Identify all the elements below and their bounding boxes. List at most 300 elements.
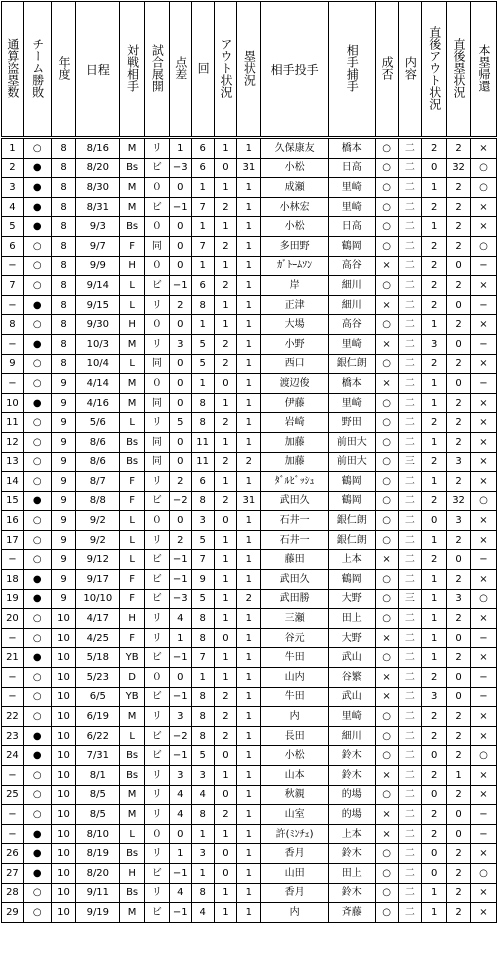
cell-opponent: Bs bbox=[120, 217, 145, 237]
cell-outs-after: 2 bbox=[422, 452, 447, 472]
cell-pitcher: 三瀬 bbox=[261, 609, 329, 629]
cell-inning: 1 bbox=[191, 863, 214, 883]
cell-date: 9/15 bbox=[76, 295, 120, 315]
cell-outs-after: 2 bbox=[422, 256, 447, 276]
cell-opponent: F bbox=[120, 628, 145, 648]
cell-outs: 1 bbox=[214, 668, 237, 688]
cell-steal-number: 29 bbox=[2, 903, 24, 923]
cell-success: ○ bbox=[375, 354, 398, 374]
cell-steal-number: 15 bbox=[2, 491, 24, 511]
table-row bbox=[2, 334, 497, 354]
cell-score-diff: 0 bbox=[169, 824, 191, 844]
header-team-result: チーム勝敗 bbox=[23, 2, 51, 138]
cell-content: 二 bbox=[398, 197, 422, 217]
cell-year: 9 bbox=[51, 452, 76, 472]
cell-steal-number: 11 bbox=[2, 413, 24, 433]
cell-outs: 1 bbox=[214, 256, 237, 276]
cell-pitcher: 内 bbox=[261, 903, 329, 923]
cell-bases: 2 bbox=[237, 589, 261, 609]
cell-score-diff: −1 bbox=[169, 746, 191, 766]
cell-date: 8/19 bbox=[76, 844, 120, 864]
cell-score-diff: −2 bbox=[169, 491, 191, 511]
cell-game-situation: ０ bbox=[145, 374, 170, 394]
cell-content: 二 bbox=[398, 236, 422, 256]
cell-bases-after: 2 bbox=[447, 648, 471, 668]
cell-catcher: 銀仁朗 bbox=[328, 511, 375, 531]
cell-success: ○ bbox=[375, 726, 398, 746]
cell-outs-after: 1 bbox=[422, 374, 447, 394]
header-date: 日程 bbox=[76, 2, 120, 138]
cell-outs: 2 bbox=[214, 354, 237, 374]
table-row bbox=[2, 668, 497, 688]
cell-success: ○ bbox=[375, 570, 398, 590]
cell-bases: 1 bbox=[237, 178, 261, 198]
header-row bbox=[2, 2, 497, 138]
cell-bases: 2 bbox=[237, 452, 261, 472]
cell-steal-number: 17 bbox=[2, 530, 24, 550]
cell-pitcher: 武田久 bbox=[261, 491, 329, 511]
cell-team-result: ○ bbox=[23, 883, 51, 903]
cell-catcher: 高谷 bbox=[328, 315, 375, 335]
cell-opponent: M bbox=[120, 334, 145, 354]
cell-content: 二 bbox=[398, 707, 422, 727]
cell-catcher: 鈴木 bbox=[328, 844, 375, 864]
cell-outs-after: 1 bbox=[422, 178, 447, 198]
cell-scored: × bbox=[470, 197, 496, 217]
cell-catcher: 谷繁 bbox=[328, 668, 375, 688]
cell-opponent: Bs bbox=[120, 432, 145, 452]
cell-outs-after: 2 bbox=[422, 236, 447, 256]
cell-bases: 1 bbox=[237, 687, 261, 707]
cell-bases-after: 2 bbox=[447, 609, 471, 629]
cell-bases: 1 bbox=[237, 550, 261, 570]
cell-catcher: 細川 bbox=[328, 726, 375, 746]
cell-scored: × bbox=[470, 315, 496, 335]
cell-game-situation: ０ bbox=[145, 511, 170, 531]
cell-success: ○ bbox=[375, 746, 398, 766]
cell-bases-after: 0 bbox=[447, 550, 471, 570]
cell-date: 4/17 bbox=[76, 609, 120, 629]
cell-team-result: ○ bbox=[23, 138, 51, 159]
table-row bbox=[2, 550, 497, 570]
cell-steal-number: 19 bbox=[2, 589, 24, 609]
cell-success: ○ bbox=[375, 276, 398, 296]
cell-scored: × bbox=[470, 726, 496, 746]
cell-score-diff: −3 bbox=[169, 589, 191, 609]
cell-year: 10 bbox=[51, 746, 76, 766]
cell-outs-after: 1 bbox=[422, 883, 447, 903]
cell-steal-number: − bbox=[2, 687, 24, 707]
table-header bbox=[2, 2, 497, 138]
cell-steal-number: 14 bbox=[2, 472, 24, 492]
cell-pitcher: 岸 bbox=[261, 276, 329, 296]
cell-content: 二 bbox=[398, 217, 422, 237]
cell-success: × bbox=[375, 824, 398, 844]
cell-success: × bbox=[375, 374, 398, 394]
cell-year: 9 bbox=[51, 491, 76, 511]
cell-year: 10 bbox=[51, 805, 76, 825]
cell-bases: 1 bbox=[237, 824, 261, 844]
cell-opponent: F bbox=[120, 589, 145, 609]
cell-year: 10 bbox=[51, 648, 76, 668]
cell-content: 二 bbox=[398, 726, 422, 746]
cell-score-diff: −1 bbox=[169, 276, 191, 296]
cell-inning: 1 bbox=[191, 178, 214, 198]
cell-bases: 1 bbox=[237, 197, 261, 217]
cell-catcher: 武山 bbox=[328, 687, 375, 707]
cell-score-diff: 0 bbox=[169, 374, 191, 394]
cell-score-diff: 3 bbox=[169, 766, 191, 786]
cell-catcher: 前田大 bbox=[328, 432, 375, 452]
cell-game-situation: ０ bbox=[145, 824, 170, 844]
cell-bases: 1 bbox=[237, 315, 261, 335]
cell-catcher: 鶴岡 bbox=[328, 491, 375, 511]
cell-success: × bbox=[375, 687, 398, 707]
cell-success: ○ bbox=[375, 844, 398, 864]
cell-bases: 1 bbox=[237, 374, 261, 394]
cell-game-situation: リ bbox=[145, 766, 170, 786]
cell-success: ○ bbox=[375, 197, 398, 217]
table-row bbox=[2, 785, 497, 805]
cell-scored: × bbox=[470, 413, 496, 433]
cell-inning: 5 bbox=[191, 746, 214, 766]
cell-inning: 8 bbox=[191, 726, 214, 746]
cell-bases: 1 bbox=[237, 883, 261, 903]
cell-inning: 8 bbox=[191, 491, 214, 511]
cell-team-result: ○ bbox=[23, 687, 51, 707]
cell-game-situation: ビ bbox=[145, 197, 170, 217]
cell-opponent: M bbox=[120, 138, 145, 159]
cell-year: 8 bbox=[51, 138, 76, 159]
cell-catcher: 前田大 bbox=[328, 452, 375, 472]
cell-game-situation: ビ bbox=[145, 648, 170, 668]
cell-score-diff: 0 bbox=[169, 511, 191, 531]
cell-steal-number: 9 bbox=[2, 354, 24, 374]
cell-game-situation: ビ bbox=[145, 550, 170, 570]
cell-outs-after: 2 bbox=[422, 805, 447, 825]
cell-bases: 1 bbox=[237, 903, 261, 923]
cell-scored: × bbox=[470, 707, 496, 727]
cell-outs: 1 bbox=[214, 766, 237, 786]
cell-content: 二 bbox=[398, 648, 422, 668]
cell-team-result: ● bbox=[23, 746, 51, 766]
cell-team-result: ● bbox=[23, 178, 51, 198]
cell-bases-after: 2 bbox=[447, 844, 471, 864]
cell-bases: 1 bbox=[237, 805, 261, 825]
cell-catcher: 田上 bbox=[328, 609, 375, 629]
cell-year: 9 bbox=[51, 511, 76, 531]
cell-team-result: ○ bbox=[23, 766, 51, 786]
cell-bases-after: 3 bbox=[447, 589, 471, 609]
cell-pitcher: 牛田 bbox=[261, 648, 329, 668]
cell-game-situation: リ bbox=[145, 707, 170, 727]
cell-year: 8 bbox=[51, 178, 76, 198]
cell-bases-after: 3 bbox=[447, 511, 471, 531]
cell-year: 8 bbox=[51, 197, 76, 217]
cell-pitcher: ｶﾞﾄｰﾑｿﾝ bbox=[261, 256, 329, 276]
cell-scored: × bbox=[470, 785, 496, 805]
cell-bases-after: 32 bbox=[447, 491, 471, 511]
cell-bases: 1 bbox=[237, 726, 261, 746]
cell-bases: 1 bbox=[237, 844, 261, 864]
cell-team-result: ○ bbox=[23, 413, 51, 433]
cell-bases-after: 2 bbox=[447, 354, 471, 374]
cell-bases-after: 0 bbox=[447, 824, 471, 844]
cell-game-situation: ０ bbox=[145, 217, 170, 237]
cell-score-diff: 1 bbox=[169, 138, 191, 159]
header-opponent: 対戦相手 bbox=[120, 2, 145, 138]
table-row bbox=[2, 511, 497, 531]
cell-opponent: H bbox=[120, 256, 145, 276]
cell-date: 8/5 bbox=[76, 785, 120, 805]
cell-outs-after: 2 bbox=[422, 413, 447, 433]
cell-content: 二 bbox=[398, 256, 422, 276]
cell-year: 10 bbox=[51, 785, 76, 805]
cell-bases-after: 2 bbox=[447, 570, 471, 590]
cell-inning: 5 bbox=[191, 530, 214, 550]
cell-bases-after: 2 bbox=[447, 138, 471, 159]
cell-score-diff: 0 bbox=[169, 432, 191, 452]
cell-inning: 5 bbox=[191, 334, 214, 354]
cell-opponent: F bbox=[120, 491, 145, 511]
table-row bbox=[2, 236, 497, 256]
cell-outs: 1 bbox=[214, 648, 237, 668]
cell-outs: 1 bbox=[214, 472, 237, 492]
cell-scored: × bbox=[470, 530, 496, 550]
cell-game-situation: ビ bbox=[145, 863, 170, 883]
cell-game-situation: リ bbox=[145, 628, 170, 648]
cell-content: 二 bbox=[398, 785, 422, 805]
table-row bbox=[2, 903, 497, 923]
cell-success: × bbox=[375, 256, 398, 276]
table-row bbox=[2, 413, 497, 433]
cell-catcher: 里崎 bbox=[328, 707, 375, 727]
cell-bases: 1 bbox=[237, 217, 261, 237]
cell-steal-number: 7 bbox=[2, 276, 24, 296]
cell-bases-after: 0 bbox=[447, 805, 471, 825]
cell-score-diff: −1 bbox=[169, 570, 191, 590]
cell-year: 9 bbox=[51, 530, 76, 550]
cell-steal-number: 3 bbox=[2, 178, 24, 198]
cell-opponent: H bbox=[120, 609, 145, 629]
cell-team-result: ● bbox=[23, 824, 51, 844]
cell-scored: × bbox=[470, 903, 496, 923]
cell-inning: 5 bbox=[191, 589, 214, 609]
cell-bases-after: 0 bbox=[447, 295, 471, 315]
cell-opponent: L bbox=[120, 276, 145, 296]
cell-steal-number: 24 bbox=[2, 746, 24, 766]
cell-content: 二 bbox=[398, 883, 422, 903]
cell-inning: 5 bbox=[191, 354, 214, 374]
cell-catcher: 橋本 bbox=[328, 138, 375, 159]
cell-outs: 0 bbox=[214, 746, 237, 766]
cell-scored: ○ bbox=[470, 158, 496, 178]
cell-outs-after: 2 bbox=[422, 707, 447, 727]
header-bases-after: 直後塁状況 bbox=[447, 2, 471, 138]
cell-bases: 1 bbox=[237, 432, 261, 452]
cell-opponent: L bbox=[120, 354, 145, 374]
cell-steal-number: − bbox=[2, 550, 24, 570]
cell-steal-number: 26 bbox=[2, 844, 24, 864]
cell-steal-number: 8 bbox=[2, 315, 24, 335]
cell-content: 二 bbox=[398, 393, 422, 413]
cell-pitcher: 加藤 bbox=[261, 452, 329, 472]
cell-bases-after: 1 bbox=[447, 766, 471, 786]
cell-outs-after: 2 bbox=[422, 766, 447, 786]
cell-bases: 1 bbox=[237, 138, 261, 159]
cell-bases: 1 bbox=[237, 648, 261, 668]
cell-game-situation: ビ bbox=[145, 491, 170, 511]
cell-bases-after: 2 bbox=[447, 393, 471, 413]
cell-scored: ○ bbox=[470, 746, 496, 766]
cell-pitcher: 小松 bbox=[261, 217, 329, 237]
cell-game-situation: リ bbox=[145, 472, 170, 492]
cell-year: 8 bbox=[51, 334, 76, 354]
cell-scored: − bbox=[470, 824, 496, 844]
table-row bbox=[2, 589, 497, 609]
cell-score-diff: 2 bbox=[169, 530, 191, 550]
cell-outs-after: 2 bbox=[422, 276, 447, 296]
cell-bases-after: 2 bbox=[447, 472, 471, 492]
cell-scored: × bbox=[470, 570, 496, 590]
table-row bbox=[2, 354, 497, 374]
cell-pitcher: 成瀬 bbox=[261, 178, 329, 198]
cell-pitcher: 正津 bbox=[261, 295, 329, 315]
cell-game-situation: リ bbox=[145, 138, 170, 159]
cell-outs: 1 bbox=[214, 609, 237, 629]
cell-outs: 2 bbox=[214, 276, 237, 296]
cell-pitcher: 岩崎 bbox=[261, 413, 329, 433]
cell-outs-after: 2 bbox=[422, 668, 447, 688]
cell-outs-after: 1 bbox=[422, 570, 447, 590]
stolen-base-table bbox=[1, 1, 497, 923]
cell-success: ○ bbox=[375, 511, 398, 531]
cell-team-result: ○ bbox=[23, 628, 51, 648]
cell-team-result: ○ bbox=[23, 276, 51, 296]
table-row bbox=[2, 530, 497, 550]
cell-content: 二 bbox=[398, 158, 422, 178]
cell-pitcher: 西口 bbox=[261, 354, 329, 374]
cell-team-result: ○ bbox=[23, 785, 51, 805]
cell-year: 10 bbox=[51, 844, 76, 864]
cell-inning: 11 bbox=[191, 432, 214, 452]
cell-content: 二 bbox=[398, 432, 422, 452]
cell-bases-after: 2 bbox=[447, 530, 471, 550]
cell-score-diff: 0 bbox=[169, 217, 191, 237]
cell-catcher: 橋本 bbox=[328, 374, 375, 394]
cell-steal-number: − bbox=[2, 805, 24, 825]
cell-scored: × bbox=[470, 766, 496, 786]
cell-score-diff: 1 bbox=[169, 628, 191, 648]
cell-catcher: 鈴木 bbox=[328, 766, 375, 786]
cell-content: 二 bbox=[398, 315, 422, 335]
cell-outs: 2 bbox=[214, 413, 237, 433]
cell-scored: × bbox=[470, 432, 496, 452]
cell-steal-number: 16 bbox=[2, 511, 24, 531]
cell-catcher: 上本 bbox=[328, 550, 375, 570]
cell-outs-after: 0 bbox=[422, 511, 447, 531]
cell-catcher: 日高 bbox=[328, 217, 375, 237]
table-row bbox=[2, 824, 497, 844]
cell-content: 二 bbox=[398, 844, 422, 864]
header-bases: 塁状況 bbox=[237, 2, 261, 138]
cell-inning: 3 bbox=[191, 766, 214, 786]
header-catcher: 相手捕手 bbox=[328, 2, 375, 138]
cell-team-result: ○ bbox=[23, 452, 51, 472]
cell-content: 二 bbox=[398, 805, 422, 825]
cell-success: ○ bbox=[375, 413, 398, 433]
cell-inning: 11 bbox=[191, 452, 214, 472]
cell-team-result: ○ bbox=[23, 236, 51, 256]
cell-catcher: 鶴岡 bbox=[328, 236, 375, 256]
cell-opponent: Bs bbox=[120, 746, 145, 766]
cell-pitcher: 谷元 bbox=[261, 628, 329, 648]
cell-pitcher: 藤田 bbox=[261, 550, 329, 570]
table-row bbox=[2, 863, 497, 883]
cell-outs-after: 3 bbox=[422, 334, 447, 354]
cell-bases: 1 bbox=[237, 413, 261, 433]
cell-score-diff: 3 bbox=[169, 707, 191, 727]
cell-opponent: F bbox=[120, 236, 145, 256]
cell-outs-after: 2 bbox=[422, 354, 447, 374]
cell-opponent: Bs bbox=[120, 452, 145, 472]
cell-outs: 1 bbox=[214, 138, 237, 159]
cell-inning: 7 bbox=[191, 197, 214, 217]
cell-inning: 8 bbox=[191, 687, 214, 707]
cell-date: 6/22 bbox=[76, 726, 120, 746]
cell-date: 8/1 bbox=[76, 766, 120, 786]
cell-game-situation: ０ bbox=[145, 178, 170, 198]
cell-success: ○ bbox=[375, 432, 398, 452]
cell-opponent: M bbox=[120, 903, 145, 923]
cell-year: 10 bbox=[51, 628, 76, 648]
cell-year: 8 bbox=[51, 256, 76, 276]
cell-team-result: ○ bbox=[23, 511, 51, 531]
cell-game-situation: ０ bbox=[145, 315, 170, 335]
cell-outs-after: 1 bbox=[422, 315, 447, 335]
cell-score-diff: 0 bbox=[169, 354, 191, 374]
cell-bases-after: 2 bbox=[447, 432, 471, 452]
cell-date: 8/8 bbox=[76, 491, 120, 511]
cell-team-result: ● bbox=[23, 589, 51, 609]
cell-opponent: H bbox=[120, 863, 145, 883]
cell-outs: 2 bbox=[214, 236, 237, 256]
cell-outs: 2 bbox=[214, 334, 237, 354]
cell-date: 8/7 bbox=[76, 472, 120, 492]
header-scored: 本塁帰還 bbox=[470, 2, 496, 138]
cell-success: × bbox=[375, 295, 398, 315]
cell-success: ○ bbox=[375, 315, 398, 335]
cell-outs: 0 bbox=[214, 158, 237, 178]
cell-game-situation: ０ bbox=[145, 256, 170, 276]
cell-bases: 1 bbox=[237, 766, 261, 786]
cell-inning: 4 bbox=[191, 903, 214, 923]
cell-date: 8/20 bbox=[76, 158, 120, 178]
cell-pitcher: 山田 bbox=[261, 863, 329, 883]
cell-opponent: L bbox=[120, 295, 145, 315]
cell-outs: 0 bbox=[214, 844, 237, 864]
cell-bases-after: 2 bbox=[447, 863, 471, 883]
cell-catcher: 日高 bbox=[328, 158, 375, 178]
cell-content: 二 bbox=[398, 570, 422, 590]
cell-game-situation: リ bbox=[145, 413, 170, 433]
table-row bbox=[2, 883, 497, 903]
cell-catcher: 細川 bbox=[328, 295, 375, 315]
cell-scored: − bbox=[470, 256, 496, 276]
cell-pitcher: 加藤 bbox=[261, 432, 329, 452]
cell-opponent: D bbox=[120, 668, 145, 688]
cell-team-result: ● bbox=[23, 844, 51, 864]
